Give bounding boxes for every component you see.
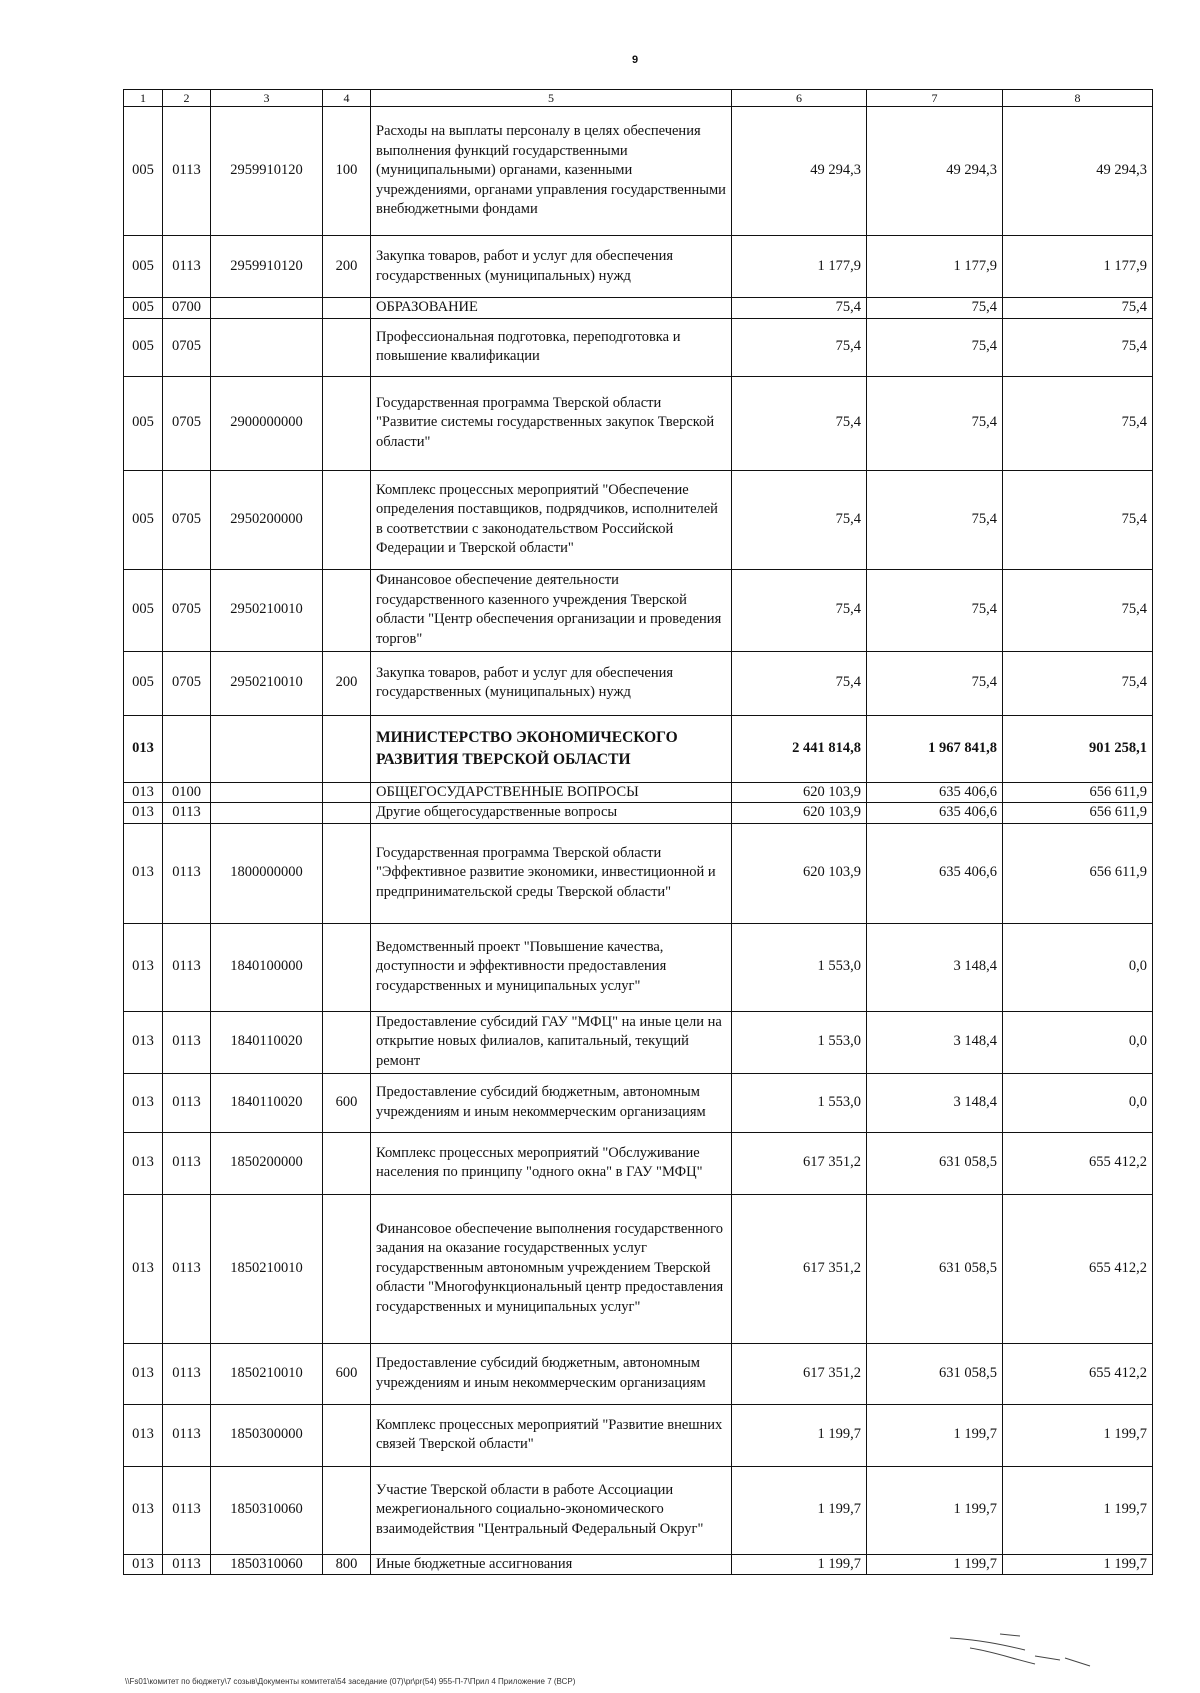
ministry-code: 013 — [124, 1194, 163, 1343]
section-code: 0113 — [163, 1554, 211, 1575]
amount-col6: 75,4 — [732, 651, 867, 715]
ministry-code: 005 — [124, 298, 163, 319]
ministry-code: 013 — [124, 803, 163, 824]
expense-type-code — [323, 1194, 371, 1343]
target-article-code: 1840110020 — [211, 1011, 323, 1073]
target-article-code: 2950200000 — [211, 470, 323, 569]
amount-col6: 1 199,7 — [732, 1554, 867, 1575]
amount-col6: 617 351,2 — [732, 1194, 867, 1343]
amount-col8: 49 294,3 — [1003, 107, 1153, 236]
column-header: 7 — [867, 90, 1003, 107]
expense-type-code — [323, 803, 371, 824]
section-code: 0705 — [163, 470, 211, 569]
table-row — [124, 1554, 1153, 1575]
description: Участие Тверской области в работе Ассоциации межрегионального социально-экономического взаимодействия "Центральный Федеральный Округ" — [371, 1466, 732, 1554]
expense-type-code — [323, 715, 371, 782]
ministry-code: 005 — [124, 107, 163, 236]
description: МИНИСТЕРСТВО ЭКОНОМИЧЕСКОГО РАЗВИТИЯ ТВЕРСКОЙ ОБЛАСТИ — [371, 715, 732, 782]
amount-col6: 620 103,9 — [732, 782, 867, 803]
expense-type-code: 600 — [323, 1073, 371, 1132]
expense-type-code: 100 — [323, 107, 371, 236]
amount-col7: 75,4 — [867, 318, 1003, 376]
amount-col7: 631 058,5 — [867, 1194, 1003, 1343]
target-article-code: 1840100000 — [211, 923, 323, 1011]
amount-col8: 75,4 — [1003, 298, 1153, 319]
amount-col8: 0,0 — [1003, 1011, 1153, 1073]
section-code: 0113 — [163, 1404, 211, 1466]
table-row — [124, 1194, 1153, 1343]
target-article-code: 1850310060 — [211, 1466, 323, 1554]
amount-col8: 655 412,2 — [1003, 1132, 1153, 1194]
ministry-code: 013 — [124, 782, 163, 803]
table-row — [124, 376, 1153, 470]
section-code: 0100 — [163, 782, 211, 803]
table-row — [124, 923, 1153, 1011]
description: Профессиональная подготовка, переподготовка и повышение квалификации — [371, 318, 732, 376]
amount-col6: 617 351,2 — [732, 1132, 867, 1194]
description: Предоставление субсидий ГАУ "МФЦ" на иные цели на открытие новых филиалов, капитальный, текущий ремонт — [371, 1011, 732, 1073]
target-article-code: 1850300000 — [211, 1404, 323, 1466]
amount-col7: 635 406,6 — [867, 803, 1003, 824]
table-row — [124, 803, 1153, 824]
column-header: 8 — [1003, 90, 1153, 107]
amount-col8: 655 412,2 — [1003, 1194, 1153, 1343]
target-article-code: 1800000000 — [211, 823, 323, 923]
amount-col7: 1 199,7 — [867, 1554, 1003, 1575]
amount-col6: 1 553,0 — [732, 1073, 867, 1132]
amount-col7: 49 294,3 — [867, 107, 1003, 236]
amount-col6: 75,4 — [732, 318, 867, 376]
amount-col7: 3 148,4 — [867, 923, 1003, 1011]
table-row — [124, 1132, 1153, 1194]
amount-col6: 75,4 — [732, 376, 867, 470]
ministry-code: 005 — [124, 569, 163, 651]
section-code: 0113 — [163, 1194, 211, 1343]
amount-col8: 901 258,1 — [1003, 715, 1153, 782]
amount-col7: 1 199,7 — [867, 1404, 1003, 1466]
amount-col8: 75,4 — [1003, 569, 1153, 651]
column-number-header-row — [124, 90, 1153, 107]
column-header: 4 — [323, 90, 371, 107]
ministry-code: 013 — [124, 1404, 163, 1466]
target-article-code: 1850200000 — [211, 1132, 323, 1194]
amount-col8: 75,4 — [1003, 651, 1153, 715]
amount-col8: 75,4 — [1003, 318, 1153, 376]
amount-col8: 1 177,9 — [1003, 236, 1153, 298]
ministry-code: 005 — [124, 651, 163, 715]
description: Комплекс процессных мероприятий "Развитие внешних связей Тверской области" — [371, 1404, 732, 1466]
amount-col7: 75,4 — [867, 651, 1003, 715]
amount-col7: 1 199,7 — [867, 1466, 1003, 1554]
column-header: 5 — [371, 90, 732, 107]
column-header: 3 — [211, 90, 323, 107]
expense-type-code — [323, 1011, 371, 1073]
amount-col7: 75,4 — [867, 470, 1003, 569]
amount-col6: 75,4 — [732, 470, 867, 569]
ministry-code: 005 — [124, 318, 163, 376]
amount-col6: 75,4 — [732, 298, 867, 319]
target-article-code: 2900000000 — [211, 376, 323, 470]
amount-col7: 631 058,5 — [867, 1343, 1003, 1404]
amount-col8: 0,0 — [1003, 1073, 1153, 1132]
target-article-code: 2959910120 — [211, 107, 323, 236]
amount-col6: 1 553,0 — [732, 923, 867, 1011]
description: ОБЩЕГОСУДАРСТВЕННЫЕ ВОПРОСЫ — [371, 782, 732, 803]
amount-col7: 3 148,4 — [867, 1073, 1003, 1132]
target-article-code — [211, 298, 323, 319]
table-row — [124, 470, 1153, 569]
amount-col7: 631 058,5 — [867, 1132, 1003, 1194]
amount-col6: 75,4 — [732, 569, 867, 651]
footer-file-path: \\Fs01\комитет по бюджету\7 созыв\Документы комитета\54 заседание (07)\pr\pr(54) 955-П-7\Прил 4 Приложение 7 (ВСР) — [125, 1677, 576, 1686]
expense-type-code — [323, 1132, 371, 1194]
expense-type-code: 600 — [323, 1343, 371, 1404]
ministry-code: 013 — [124, 923, 163, 1011]
description: Закупка товаров, работ и услуг для обеспечения государственных (муниципальных) нужд — [371, 651, 732, 715]
table-row — [124, 782, 1153, 803]
column-header: 6 — [732, 90, 867, 107]
amount-col6: 1 553,0 — [732, 1011, 867, 1073]
target-article-code: 1850210010 — [211, 1194, 323, 1343]
target-article-code: 1840110020 — [211, 1073, 323, 1132]
description: Другие общегосударственные вопросы — [371, 803, 732, 824]
description: Предоставление субсидий бюджетным, автономным учреждениям и иным некоммерческим организациям — [371, 1073, 732, 1132]
expense-type-code — [323, 569, 371, 651]
description: Комплекс процессных мероприятий "Обслуживание населения по принципу "одного окна" в ГАУ "МФЦ" — [371, 1132, 732, 1194]
amount-col8: 75,4 — [1003, 470, 1153, 569]
expense-type-code — [323, 823, 371, 923]
table-row — [124, 1404, 1153, 1466]
target-article-code: 1850210010 — [211, 1343, 323, 1404]
ministry-code: 013 — [124, 1343, 163, 1404]
expense-type-code: 200 — [323, 651, 371, 715]
section-code: 0113 — [163, 107, 211, 236]
column-header: 1 — [124, 90, 163, 107]
section-code: 0113 — [163, 1073, 211, 1132]
table-row — [124, 107, 1153, 236]
amount-col8: 656 611,9 — [1003, 782, 1153, 803]
table-row — [124, 823, 1153, 923]
description: Иные бюджетные ассигнования — [371, 1554, 732, 1575]
table-row — [124, 1073, 1153, 1132]
section-code: 0700 — [163, 298, 211, 319]
amount-col8: 655 412,2 — [1003, 1343, 1153, 1404]
section-code: 0113 — [163, 1132, 211, 1194]
section-code: 0113 — [163, 803, 211, 824]
section-code: 0705 — [163, 569, 211, 651]
target-article-code — [211, 715, 323, 782]
table-row — [124, 1466, 1153, 1554]
amount-col7: 3 148,4 — [867, 1011, 1003, 1073]
table-row — [124, 318, 1153, 376]
amount-col6: 617 351,2 — [732, 1343, 867, 1404]
amount-col6: 620 103,9 — [732, 823, 867, 923]
ministry-code: 013 — [124, 1011, 163, 1073]
amount-col8: 75,4 — [1003, 376, 1153, 470]
amount-col6: 49 294,3 — [732, 107, 867, 236]
ministry-code: 013 — [124, 1132, 163, 1194]
description: Государственная программа Тверской области "Развитие системы государственных закупок Тверской области" — [371, 376, 732, 470]
expense-type-code: 200 — [323, 236, 371, 298]
target-article-code: 2959910120 — [211, 236, 323, 298]
amount-col8: 1 199,7 — [1003, 1554, 1153, 1575]
table-row — [124, 715, 1153, 782]
amount-col7: 75,4 — [867, 298, 1003, 319]
table-row — [124, 1343, 1153, 1404]
section-code: 0113 — [163, 923, 211, 1011]
amount-col6: 1 199,7 — [732, 1404, 867, 1466]
target-article-code: 2950210010 — [211, 651, 323, 715]
ministry-code: 013 — [124, 1466, 163, 1554]
section-code: 0113 — [163, 1011, 211, 1073]
amount-col7: 635 406,6 — [867, 782, 1003, 803]
target-article-code: 1850310060 — [211, 1554, 323, 1575]
expense-type-code — [323, 1466, 371, 1554]
amount-col7: 635 406,6 — [867, 823, 1003, 923]
amount-col8: 0,0 — [1003, 923, 1153, 1011]
target-article-code — [211, 803, 323, 824]
amount-col6: 2 441 814,8 — [732, 715, 867, 782]
description: Ведомственный проект "Повышение качества, доступности и эффективности предоставления государственных и муниципальных услуг" — [371, 923, 732, 1011]
section-code: 0705 — [163, 376, 211, 470]
expense-type-code — [323, 782, 371, 803]
ministry-code: 005 — [124, 376, 163, 470]
target-article-code — [211, 318, 323, 376]
table-row — [124, 298, 1153, 319]
amount-col8: 656 611,9 — [1003, 823, 1153, 923]
ministry-code: 013 — [124, 1073, 163, 1132]
expense-type-code — [323, 470, 371, 569]
section-code: 0705 — [163, 651, 211, 715]
amount-col7: 1 967 841,8 — [867, 715, 1003, 782]
amount-col8: 1 199,7 — [1003, 1404, 1153, 1466]
amount-col6: 1 177,9 — [732, 236, 867, 298]
ministry-code: 005 — [124, 236, 163, 298]
amount-col7: 1 177,9 — [867, 236, 1003, 298]
amount-col6: 1 199,7 — [732, 1466, 867, 1554]
description: Финансовое обеспечение деятельности государственного казенного учреждения Тверской области "Центр обеспечения организации и проведения торгов" — [371, 569, 732, 651]
page-number: 9 — [631, 54, 639, 66]
table-row — [124, 1011, 1153, 1073]
ministry-code: 013 — [124, 715, 163, 782]
description: Закупка товаров, работ и услуг для обеспечения государственных (муниципальных) нужд — [371, 236, 732, 298]
amount-col6: 620 103,9 — [732, 803, 867, 824]
section-code: 0113 — [163, 1343, 211, 1404]
section-code: 0705 — [163, 318, 211, 376]
section-code: 0113 — [163, 236, 211, 298]
amount-col7: 75,4 — [867, 569, 1003, 651]
amount-col7: 75,4 — [867, 376, 1003, 470]
expense-type-code — [323, 318, 371, 376]
description: Государственная программа Тверской области "Эффективное развитие экономики, инвестиционной и предпринимательской среды Тверской области" — [371, 823, 732, 923]
section-code: 0113 — [163, 1466, 211, 1554]
table-row — [124, 236, 1153, 298]
ministry-code: 005 — [124, 470, 163, 569]
column-header: 2 — [163, 90, 211, 107]
table-row — [124, 569, 1153, 651]
expense-type-code: 800 — [323, 1554, 371, 1575]
ministry-code: 013 — [124, 1554, 163, 1575]
description: Расходы на выплаты персоналу в целях обеспечения выполнения функций государственными (муниципальными) органами, казенными учреждениями, органами управления государственными внебюджетными фондами — [371, 107, 732, 236]
expense-type-code — [323, 298, 371, 319]
description: Предоставление субсидий бюджетным, автономным учреждениям и иным некоммерческим организациям — [371, 1343, 732, 1404]
target-article-code — [211, 782, 323, 803]
section-code — [163, 715, 211, 782]
description: Комплекс процессных мероприятий "Обеспечение определения поставщиков, подрядчиков, исполнителей в соответствии с законодательством Российской Федерации и Тверской области" — [371, 470, 732, 569]
description: ОБРАЗОВАНИЕ — [371, 298, 732, 319]
signature-mark — [940, 1620, 1100, 1670]
expense-type-code — [323, 923, 371, 1011]
expense-type-code — [323, 1404, 371, 1466]
expense-type-code — [323, 376, 371, 470]
target-article-code: 2950210010 — [211, 569, 323, 651]
description: Финансовое обеспечение выполнения государственного задания на оказание государственных услуг государственным автономным учреждением Тверской области "Многофункциональный центр предоставления государственных и муниципальных услуг" — [371, 1194, 732, 1343]
amount-col8: 656 611,9 — [1003, 803, 1153, 824]
amount-col8: 1 199,7 — [1003, 1466, 1153, 1554]
table-row — [124, 651, 1153, 715]
ministry-code: 013 — [124, 823, 163, 923]
section-code: 0113 — [163, 823, 211, 923]
budget-table — [123, 89, 1153, 1575]
